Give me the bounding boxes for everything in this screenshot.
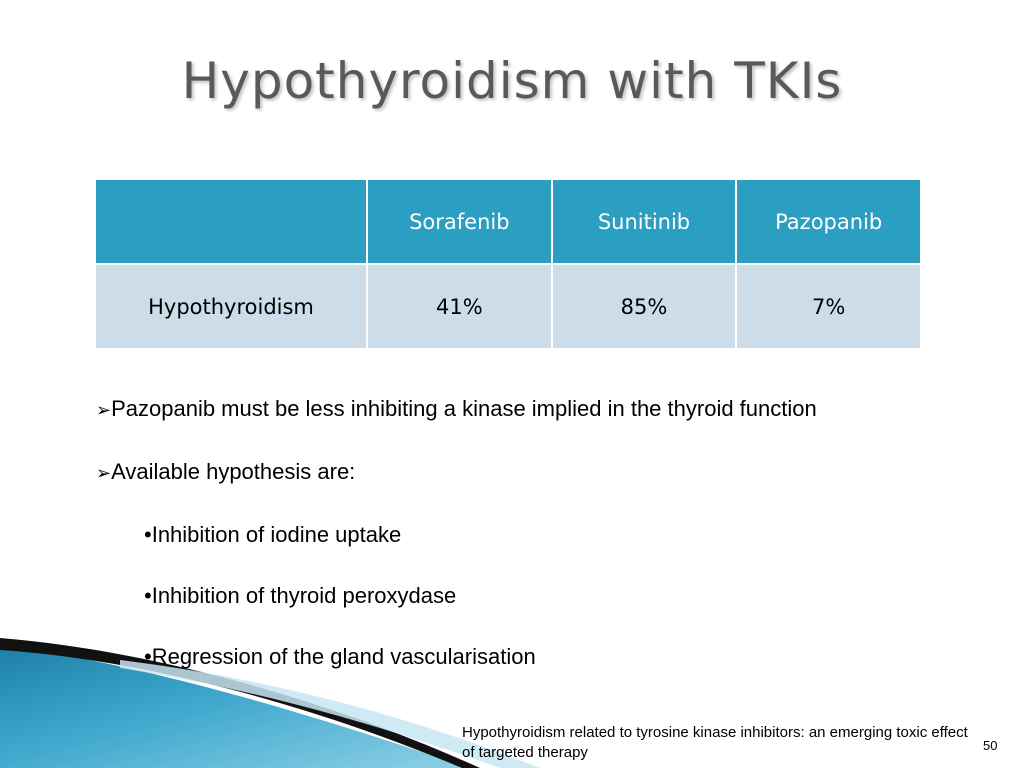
row-label: Hypothyroidism bbox=[95, 264, 367, 349]
table-header-empty bbox=[95, 179, 367, 264]
table-header-sunitinib: Sunitinib bbox=[552, 179, 737, 264]
sub-bullet-text: Inhibition of thyroid peroxydase bbox=[151, 583, 457, 608]
bullet-text-2: Available hypothesis are: bbox=[111, 459, 356, 484]
arrow-bullet-icon: ➢ bbox=[96, 400, 112, 420]
bullet-text-1: Pazopanib must be less inhibiting a kinase implied in the thyroid function bbox=[111, 396, 817, 421]
arrow-bullet-icon: ➢ bbox=[96, 463, 112, 483]
sub-bullet-1 bbox=[144, 519, 916, 550]
table-header-pazopanib: Pazopanib bbox=[736, 179, 921, 264]
page-number: 50 bbox=[983, 738, 998, 753]
bullet-point-1 bbox=[96, 393, 916, 426]
citation-text: Hypothyroidism related to tyrosine kinase inhibitors: an emerging toxic effect of targeted therapy bbox=[462, 724, 968, 761]
dot-bullet-icon: • bbox=[144, 644, 152, 669]
bullet-point-2 bbox=[96, 456, 916, 489]
dot-bullet-icon: • bbox=[144, 583, 152, 608]
cell-sunitinib-value: 85% bbox=[552, 264, 737, 349]
table-header-row bbox=[95, 179, 921, 264]
sub-bullet-text: Inhibition of iodine uptake bbox=[151, 522, 402, 547]
table-row bbox=[95, 264, 921, 349]
dot-bullet-icon: • bbox=[144, 522, 152, 547]
tki-comparison-table bbox=[94, 178, 922, 350]
table-header-sorafenib: Sorafenib bbox=[367, 179, 552, 264]
sub-bullet-3 bbox=[144, 641, 916, 672]
slide-title: Hypothyroidism with TKIs bbox=[181, 52, 843, 110]
cell-pazopanib-value: 7% bbox=[736, 264, 921, 349]
cell-sorafenib-value: 41% bbox=[367, 264, 552, 349]
sub-bullet-text: Regression of the gland vascularisation bbox=[151, 644, 536, 669]
bullet-list bbox=[96, 393, 916, 672]
sub-bullet-2 bbox=[144, 580, 916, 611]
